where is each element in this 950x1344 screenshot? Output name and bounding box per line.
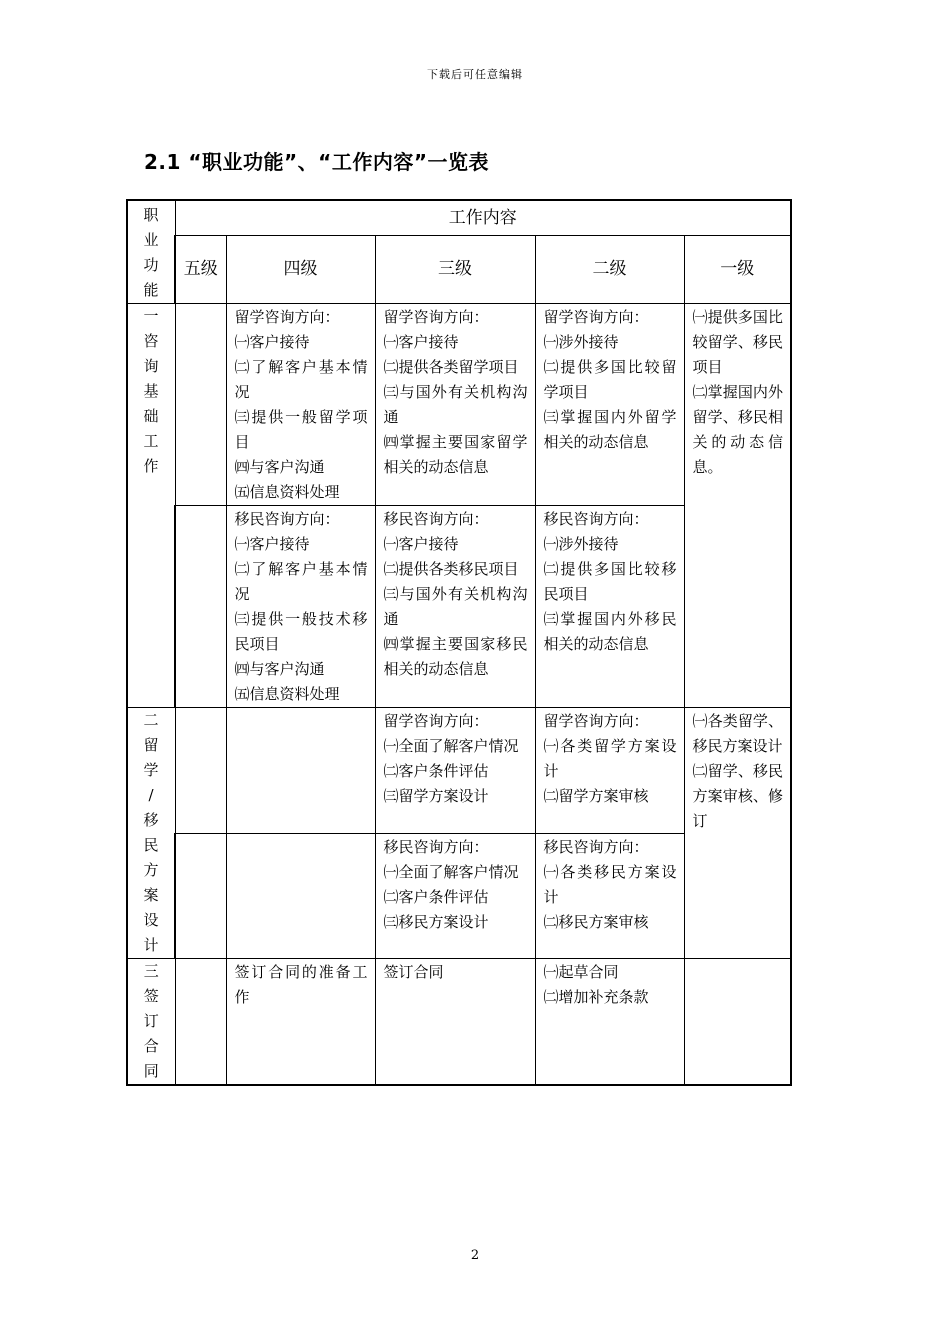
level5-cell [175, 959, 226, 1086]
cell-line: ㈣与客户沟通 [234, 458, 325, 476]
cell-line: 移民咨询方向： [543, 837, 649, 856]
cell-line: 签订合同 [383, 963, 444, 981]
level1-cell [684, 959, 791, 1086]
vertical-char: 工 [143, 432, 159, 450]
level3-cell [375, 506, 535, 708]
vertical-char: 职 [143, 206, 159, 224]
function-cell [127, 959, 175, 1086]
level3-cell [375, 304, 535, 506]
header-level1: 一级 [684, 236, 791, 304]
vertical-char: 计 [143, 936, 159, 954]
cell-line: ㈣与客户沟通 [234, 660, 325, 678]
cell-line: ㈡留学方案审核 [543, 787, 649, 805]
cell-line: ㈤信息资料处理 [234, 483, 340, 501]
cell-line: ㈡提供多国比较移民项目 [543, 560, 677, 603]
header-function [127, 200, 175, 304]
vertical-char: 订 [143, 1012, 159, 1030]
vertical-char: 留 [143, 736, 159, 754]
vertical-char: 二 [143, 711, 159, 729]
cell-line: ㈠各类留学、移民方案设计 [692, 712, 784, 755]
header-level5 [175, 236, 226, 304]
cell-line: 移民咨询方向： [234, 510, 340, 528]
level3-cell [375, 833, 535, 959]
cell-line: ㈡提供各类留学项目 [383, 358, 519, 376]
cell-line: ㈡客户条件评估 [383, 762, 489, 780]
cell-line: ㈠客户接待 [383, 333, 459, 351]
vertical-char: 础 [143, 407, 159, 425]
cell-line: 移民咨询方向： [383, 510, 489, 528]
section-title: 2.1 “职业功能”、“工作内容”一览表 [144, 150, 489, 174]
vertical-char: 方 [143, 861, 159, 879]
level4-cell [226, 708, 375, 834]
cell-line: ㈢掌握国内外留学相关的动态信息 [543, 408, 677, 451]
cell-line: ㈡客户条件评估 [383, 887, 489, 906]
cell-line: ㈤信息资料处理 [234, 685, 340, 703]
level5-cell [175, 833, 226, 959]
level4-cell [226, 304, 375, 506]
cell-line: ㈠全面了解客户情况 [383, 737, 519, 755]
function-name [128, 304, 174, 479]
header-level2: 二级 [535, 236, 684, 304]
header-function-text [128, 203, 174, 303]
vertical-char: 签 [143, 987, 159, 1005]
level4-cell [226, 959, 375, 1086]
cell-line: ㈡了解客户基本情况 [234, 560, 368, 603]
cell-line: ㈡提供各类移民项目 [383, 560, 519, 578]
vertical-char: 基 [143, 382, 159, 400]
cell-line: ㈡留学、移民方案审核、修订 [692, 762, 784, 830]
level5-cell [175, 506, 226, 708]
vertical-char: 作 [143, 457, 159, 475]
header-level5-text [176, 258, 226, 281]
level2-cell [535, 304, 684, 506]
cell-line: ㈡增加补充条款 [543, 988, 649, 1006]
cell-line: ㈢留学方案设计 [383, 787, 489, 805]
cell-line: 留学咨询方向： [383, 308, 489, 326]
level4-cell [226, 506, 375, 708]
function-content-table [126, 199, 792, 1086]
cell-line: ㈠起草合同 [543, 963, 619, 981]
level2-cell [535, 708, 684, 834]
vertical-char: 五 [183, 259, 201, 279]
function-name [128, 959, 175, 1084]
cell-line: ㈠涉外接待 [543, 535, 619, 553]
cell-line: 移民咨询方向： [543, 510, 649, 528]
cell-line: ㈢与国外有关机构沟通 [383, 383, 528, 426]
table-row [127, 708, 791, 834]
level2-cell [535, 506, 684, 708]
vertical-char: 同 [143, 1062, 159, 1080]
cell-line: ㈡了解客户基本情况 [234, 358, 368, 401]
table-row [127, 959, 791, 1086]
table-body [127, 200, 791, 1085]
cell-line: ㈠客户接待 [234, 535, 310, 553]
function-name [128, 708, 174, 958]
level3-cell [375, 959, 535, 1086]
function-cell [127, 304, 175, 708]
level4-cell [226, 833, 375, 959]
cell-line: ㈠全面了解客户情况 [383, 862, 519, 881]
cell-line: 签订合同的准备工作 [234, 963, 368, 1006]
cell-line: ㈡掌握国内外留学、移民相关的动态信息。 [692, 383, 784, 476]
header-level3: 三级 [375, 236, 535, 304]
cell-line: ㈠各类留学方案设计 [543, 737, 677, 780]
cell-line: ㈠客户接待 [234, 333, 310, 351]
cell-line: ㈠各类移民方案设计 [543, 862, 677, 906]
vertical-char: 功 [143, 256, 159, 274]
cell-line: ㈣掌握主要国家留学相关的动态信息 [383, 433, 528, 476]
level3-cell [375, 708, 535, 834]
vertical-char: 民 [143, 836, 159, 854]
level1-cell [684, 708, 791, 959]
function-cell [127, 708, 175, 959]
vertical-char: 移 [143, 811, 159, 829]
cell-line: ㈠提供多国比较留学、移民项目 [692, 308, 784, 376]
level1-cell [684, 304, 791, 708]
header-level4: 四级 [226, 236, 375, 304]
level5-cell [175, 304, 226, 506]
cell-line: ㈢掌握国内外移民相关的动态信息 [543, 610, 677, 653]
cell-line: 移民咨询方向： [383, 837, 489, 856]
vertical-char: 级 [200, 259, 218, 279]
vertical-char: 三 [143, 962, 159, 980]
cell-line: ㈠客户接待 [383, 535, 459, 553]
header-note: 下载后可任意编辑 [427, 68, 523, 81]
cell-line: ㈢提供一般留学项目 [234, 408, 368, 451]
vertical-char: 能 [143, 281, 159, 299]
level2-cell [535, 959, 684, 1086]
vertical-char: 合 [143, 1037, 159, 1055]
vertical-char: 学 [143, 761, 159, 779]
level5-cell [175, 708, 226, 834]
level2-cell [535, 833, 684, 959]
cell-line: ㈡移民方案审核 [543, 912, 649, 931]
cell-line: ㈡提供多国比较留学项目 [543, 358, 677, 401]
page-number: 2 [470, 1248, 480, 1263]
cell-line: 留学咨询方向： [234, 308, 340, 326]
cell-line: ㈢与国外有关机构沟通 [383, 585, 528, 628]
cell-line: ㈢移民方案设计 [383, 912, 489, 931]
vertical-char: 一 [143, 307, 159, 325]
vertical-char: / [148, 786, 154, 804]
vertical-char: 询 [143, 357, 159, 375]
cell-line: ㈢提供一般技术移民项目 [234, 610, 368, 653]
cell-line: 留学咨询方向： [543, 712, 649, 730]
table-row [127, 304, 791, 506]
vertical-char: 业 [143, 231, 159, 249]
vertical-char: 咨 [143, 332, 159, 350]
cell-line: 留学咨询方向： [543, 308, 649, 326]
vertical-char: 设 [143, 911, 159, 929]
cell-line: 留学咨询方向： [383, 712, 489, 730]
vertical-char: 案 [143, 886, 159, 904]
cell-line: ㈣掌握主要国家移民相关的动态信息 [383, 635, 528, 678]
header-content: 工作内容 [175, 200, 791, 236]
cell-line: ㈠涉外接待 [543, 333, 619, 351]
